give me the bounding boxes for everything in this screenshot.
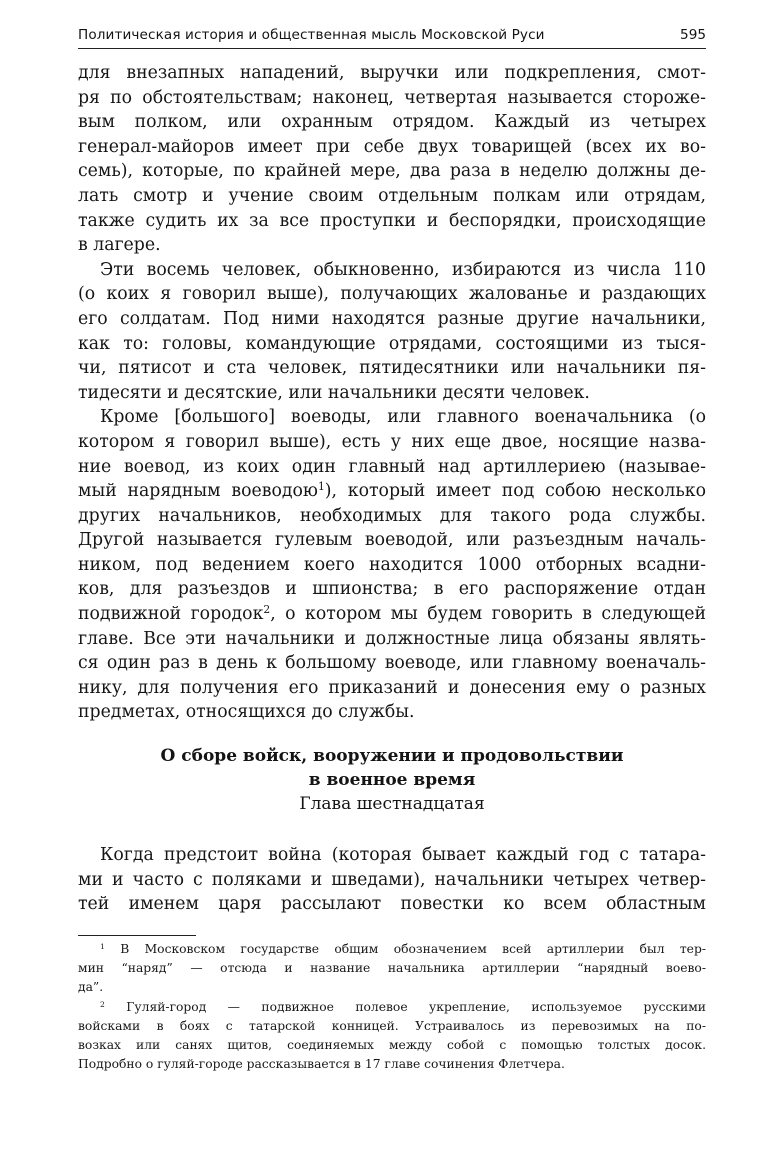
text-line: Эти восемь человек, обыкновенно, избираются из числа 110	[100, 259, 706, 280]
text-line: чи, пятисот и ста человек, пятидесятники или начальники пя-	[78, 358, 706, 379]
text-line: в лагере.	[78, 235, 161, 256]
paragraph-3	[78, 405, 706, 725]
text-line: других начальников, необходимых для такого рода службы.	[78, 505, 706, 526]
text-line: тидесяти и десятские, или начальники десяти человек.	[78, 382, 590, 403]
text-line: семь), которые, по крайней мере, два раза в неделю должны де-	[78, 161, 706, 182]
running-head-title: Политическая история и общественная мысль Московской Руси	[78, 27, 545, 43]
text-line: Когда предстоит война (которая бывает каждый год с татара-	[100, 845, 706, 865]
text-line: ником, под ведением коего находится 1000 отборных всадни-	[78, 554, 706, 575]
running-head	[78, 22, 706, 49]
text-line: для внезапных нападений, выручки или подкрепления, смот-	[78, 63, 706, 83]
text-line: ся один раз в день к большому воеводе, или главному военачаль-	[78, 653, 706, 674]
text-line: ря по обстоятельствам; наконец, четвертая называется стороже-	[78, 87, 706, 108]
body-text	[78, 61, 706, 725]
section-heading	[78, 744, 706, 816]
text-line: ние воевод, из коих один главный над артиллериею (называе-	[78, 456, 706, 477]
paragraph-2	[78, 258, 706, 406]
footnote-line: да”.	[78, 980, 104, 995]
section-body	[78, 843, 706, 917]
text-line	[78, 479, 706, 504]
text-line: как то: головы, командующие отрядами, состоящими из тыся-	[78, 333, 706, 354]
footnote-marker: 2	[100, 999, 105, 1009]
chapter-subtitle: Глава шестнадцатая	[299, 794, 485, 814]
text-line: его солдатам. Под ними находятся разные другие начальники,	[78, 308, 706, 329]
text-line: вым полком, или охранным отрядом. Каждый из четырех	[78, 112, 706, 133]
footnote-line: войсками в боях с татарской конницей. Устраивалось из перевозимых на по-	[78, 1018, 706, 1033]
text-line: лать смотр и учение своим отдельным полкам или отрядам,	[78, 185, 706, 206]
line-text: Гуляй-город — подвижное полевое укрепление, используемое русскими	[104, 999, 706, 1014]
text-line: главе. Все эти начальники и должностные лица обязаны являть-	[78, 628, 706, 649]
line-text: , о котором мы будем говорить в следующей	[270, 604, 706, 625]
paragraph-1	[78, 61, 706, 258]
text-line: тей именем царя рассылают повестки ко всем областным	[78, 894, 706, 915]
line-text: ), который имеет под собою несколько	[324, 481, 706, 502]
line-text: подвижной городок	[78, 604, 264, 625]
footnotes	[78, 940, 706, 1074]
section-title: О сборе войск, вооружении и продовольствии	[160, 746, 624, 766]
text-line: нику, для получения его приказаний и донесения ему о разных	[78, 677, 706, 698]
footnote-ref-2[interactable]: 2	[263, 603, 271, 617]
footnote-line	[78, 940, 706, 959]
footnote-ref-1[interactable]: 1	[317, 480, 325, 494]
footnote-line: мин “наряд” — отсюда и название начальника артиллерии “нарядный воево-	[78, 961, 706, 976]
footnote-marker: 1	[100, 941, 105, 951]
footnote-line: возках или санях щитов, соединяемых между собой с помощью толстых досок.	[78, 1037, 706, 1052]
text-line: котором я говорил выше), есть у них еще двое, носящие назва-	[78, 431, 706, 452]
footnote-divider	[78, 935, 196, 936]
line-text: В Московском государстве общим обозначением всей артиллерии был тер-	[104, 942, 706, 956]
footnote-line	[78, 998, 706, 1017]
text-line: (о коих я говорил выше), получающих жалованье и раздающих	[78, 284, 706, 305]
text-line: также судить их за все проступки и беспорядки, происходящие	[78, 210, 706, 231]
book-page	[78, 0, 706, 1151]
page-number: 595	[680, 27, 706, 43]
text-line: предметах, относящихся до службы.	[78, 702, 415, 723]
text-line	[78, 602, 706, 627]
text-line: Кроме [большого] воеводы, или главного военачальника (о	[100, 407, 706, 428]
text-line: ми и часто с поляками и шведами), начальники четырех четвер-	[78, 869, 706, 890]
footnote-1	[78, 940, 706, 998]
footnote-2	[78, 998, 706, 1075]
footnote-line: Подробно о гуляй-городе рассказывается в 17 главе сочинения Флетчера.	[78, 1057, 565, 1072]
text-line: Другой называется гулевым воеводой, или разъездным началь-	[78, 530, 706, 551]
text-line: генерал-майоров имеет при себе двух товарищей (всех их во-	[78, 136, 706, 157]
text-line: ков, для разъездов и шпионства; в его распоряжение отдан	[78, 579, 706, 600]
section-title: в военное время	[308, 770, 476, 790]
line-text: мый нарядным воеводою	[78, 481, 318, 502]
